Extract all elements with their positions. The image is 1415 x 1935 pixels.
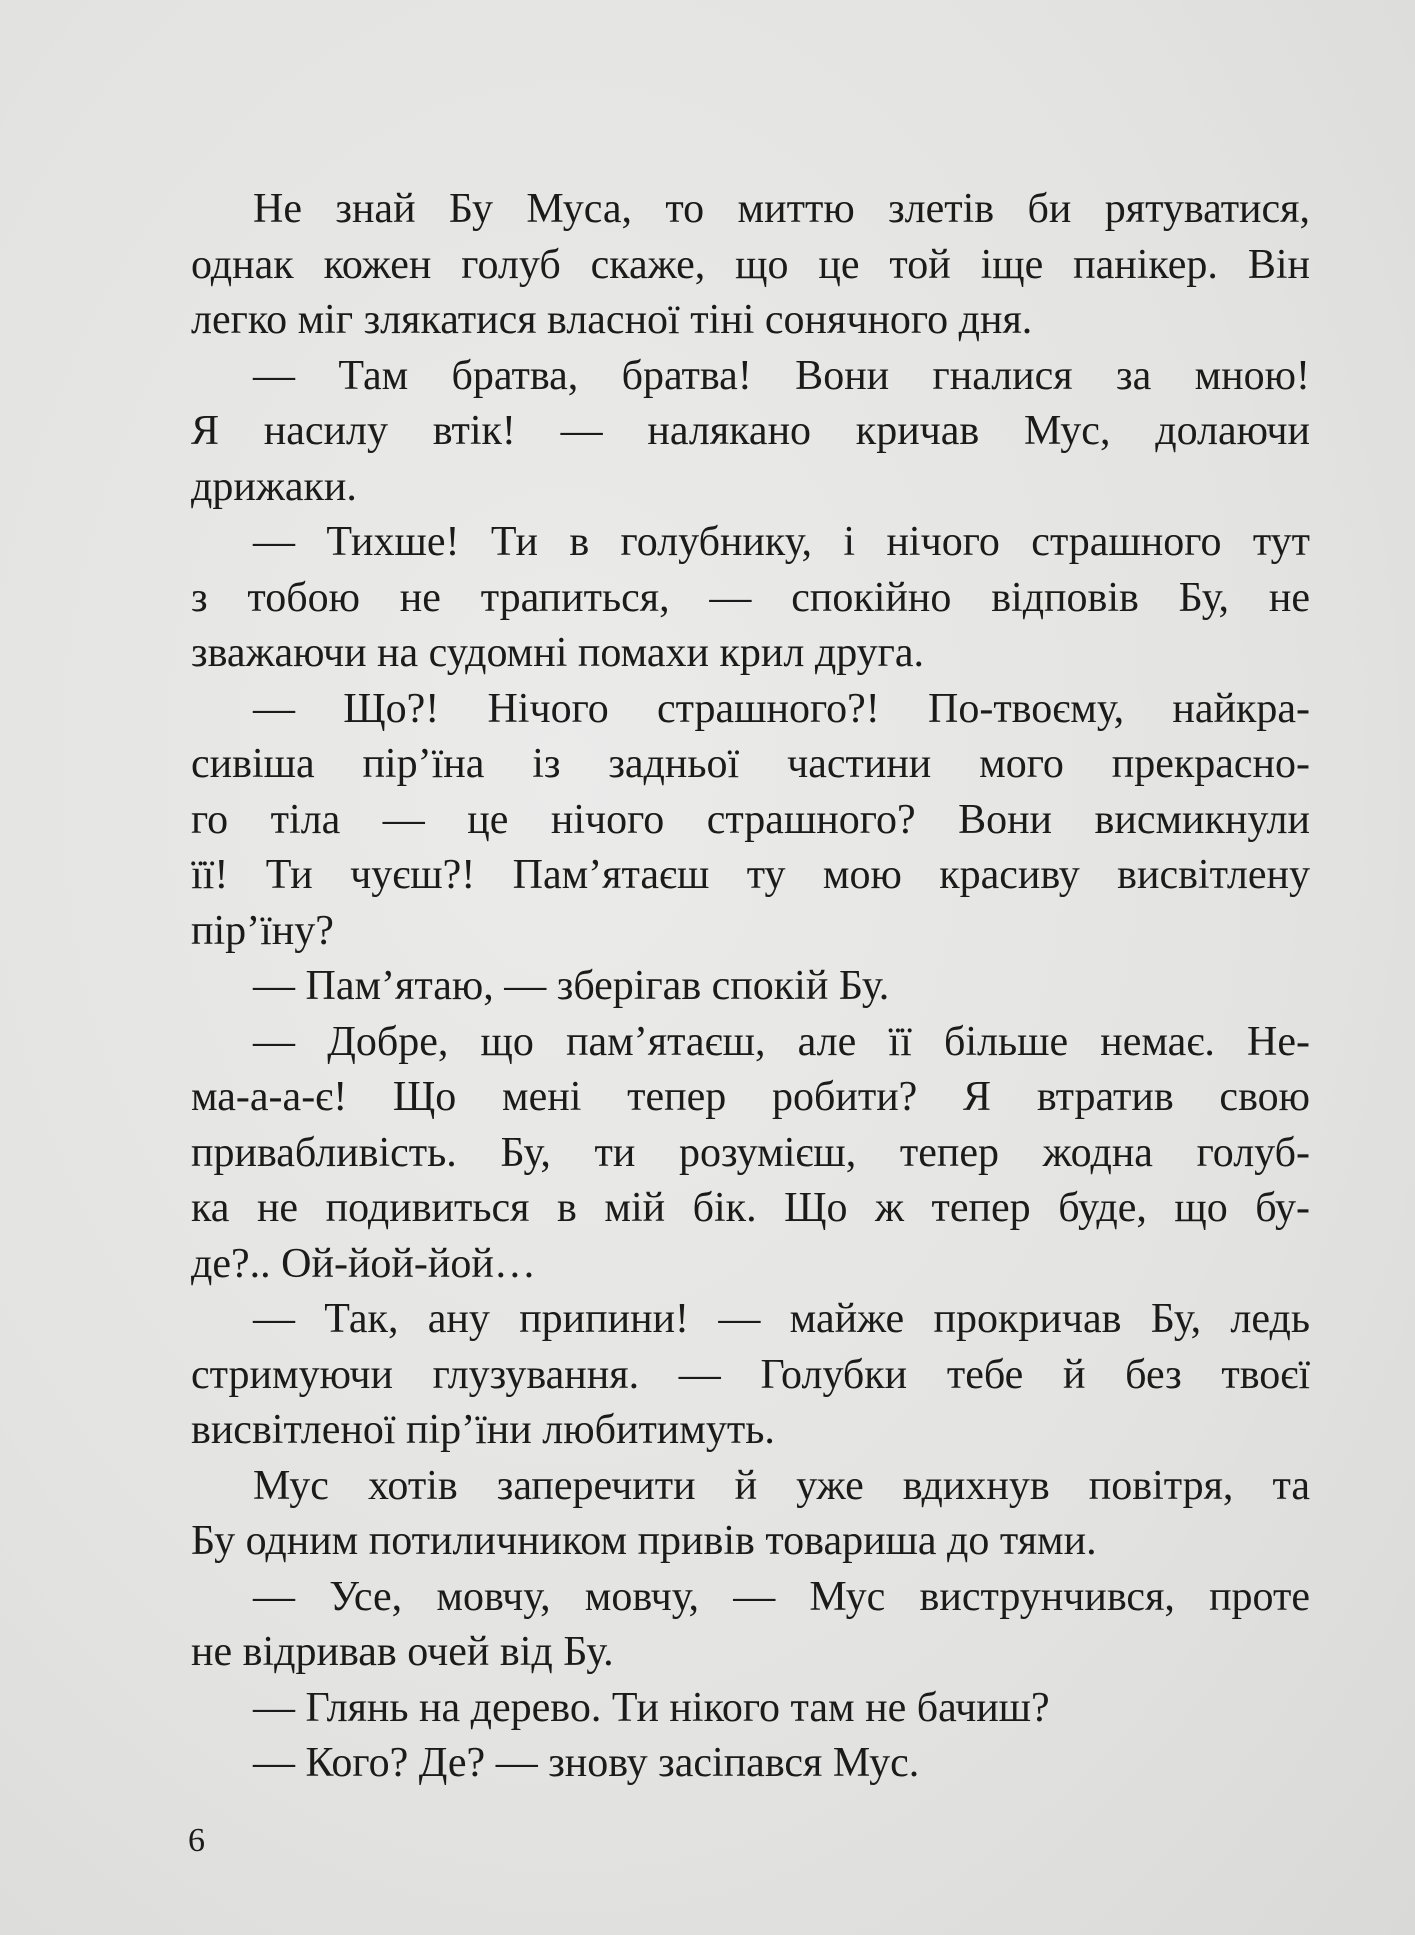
text-line: — Усе, мовчу, мовчу, — Мус виструнчився, проте — [253, 1573, 1310, 1620]
text-line: — Тихше! Ти в голубнику, і нічого страшного тут — [253, 519, 1310, 565]
text-line: дрижаки. — [191, 463, 357, 510]
text-line: ма-а-а-є! Що мені тепер робити? Я втратив свою — [191, 1074, 1310, 1120]
text-line: зважаючи на судомні помахи крил друга. — [191, 630, 925, 676]
text-line: привабливість. Бу, ти розумієш, тепер жодна голуб- — [191, 1129, 1310, 1176]
text-line: Я насилу втік! — налякано кричав Мус, долаючи — [191, 408, 1310, 454]
text-line: Бу одним потиличником привів товариша до тями. — [191, 1518, 1097, 1564]
page-number: 6 — [188, 1822, 205, 1859]
text-line: висвітленої пір’їни любитимуть. — [191, 1407, 775, 1453]
text-line: її! Ти чуєш?! Пам’ятаєш ту мою красиву висвітлену — [191, 852, 1310, 898]
body-text — [191, 182, 1310, 1792]
text-line: Мус хотів заперечити й уже вдихнув повітря, та — [253, 1462, 1310, 1509]
text-line: — Так, ану припини! — майже прокричав Бу, ледь — [253, 1296, 1310, 1342]
text-line: Не знай Бу Муса, то миттю злетів би рятуватися, — [253, 186, 1310, 232]
text-line: — Там братва, братва! Вони гналися за мною! — [253, 352, 1310, 399]
text-line: — Добре, що пам’ятаєш, але її більше немає. Не- — [253, 1018, 1310, 1065]
text-line: го тіла — це нічого страшного? Вони висмикнули — [191, 796, 1310, 843]
text-line: сивіша пір’їна із задньої частини мого прекрасно- — [191, 741, 1310, 787]
text-line: з тобою не трапиться, — спокійно відповів Бу, не — [191, 574, 1310, 621]
text-line: легко міг злякатися власної тіні сонячного дня. — [191, 297, 1033, 343]
text-line: — Що?! Нічого страшного?! По-твоєму, найкра- — [253, 685, 1310, 732]
text-line: пір’їну? — [191, 907, 334, 954]
text-line: однак кожен голуб скаже, що це той іще панікер. Він — [191, 241, 1310, 288]
text-line: не відривав очей від Бу. — [191, 1629, 614, 1675]
text-line: стримуючи глузування. — Голубки тебе й без твоєї — [191, 1351, 1310, 1398]
text-line: — Пам’ятаю, — зберігав спокій Бу. — [253, 963, 890, 1009]
text-line: — Глянь на дерево. Ти нікого там не бачиш? — [253, 1684, 1050, 1731]
text-line: де?.. Ой-йой-йой… — [191, 1240, 536, 1287]
text-line: — Кого? Де? — знову засіпався Мус. — [253, 1740, 920, 1786]
text-line: ка не подивиться в мій бік. Що ж тепер буде, що бу- — [191, 1185, 1310, 1231]
